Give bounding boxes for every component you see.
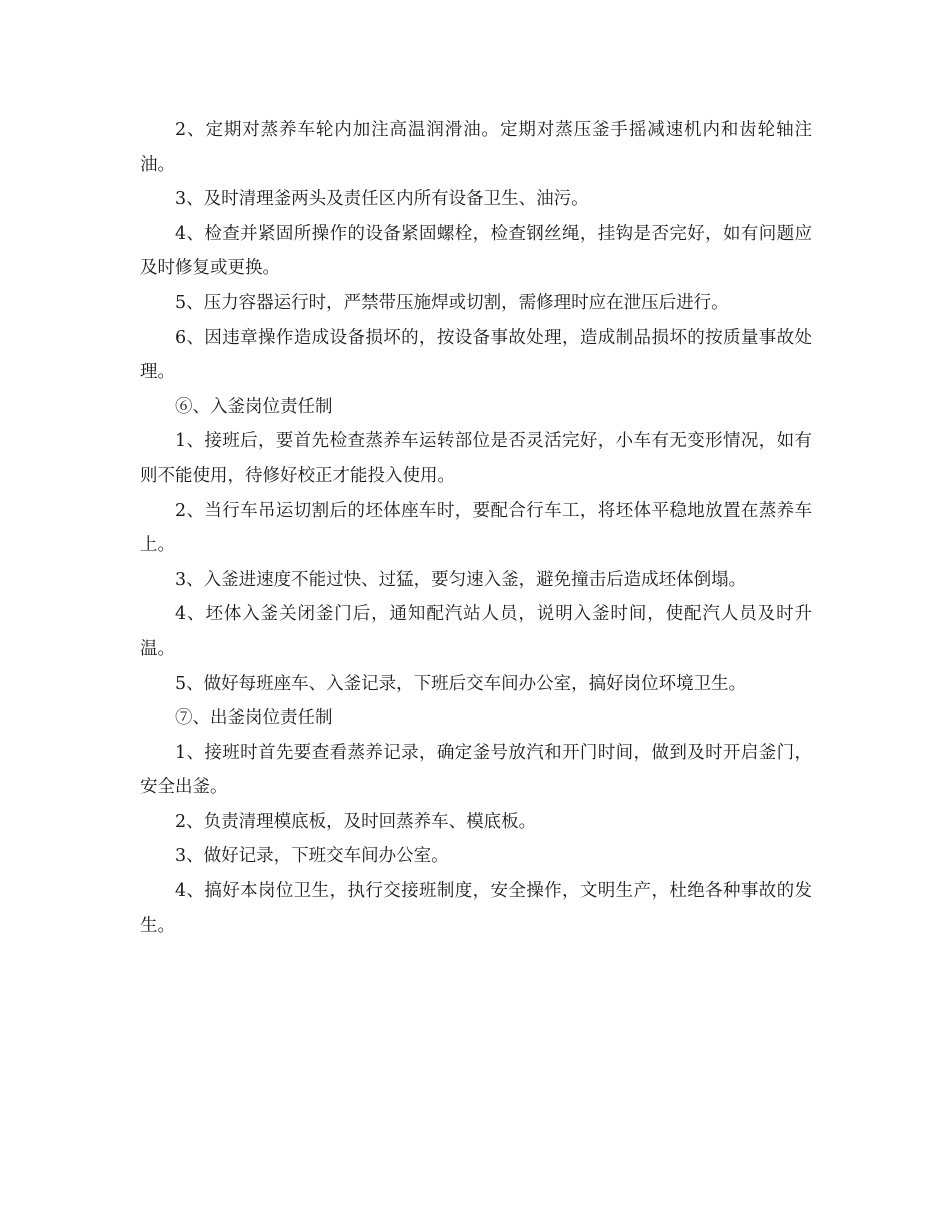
paragraph-maintenance-2: 2、定期对蒸养车轮内加注高温润滑油。定期对蒸压釜手摇减速机内和齿轮轴注油。 bbox=[140, 120, 812, 175]
paragraph-kiln-exit-2: 2、负责清理模底板，及时回蒸养车、模底板。 bbox=[175, 811, 537, 832]
document-body bbox=[140, 113, 812, 943]
paragraph-kiln-exit-3: 3、做好记录，下班交车间办公室。 bbox=[175, 846, 449, 867]
paragraph-kiln-entry-5: 5、做好每班座车、入釜记录，下班后交车间办公室，搞好岗位环境卫生。 bbox=[175, 673, 747, 694]
paragraph-kiln-entry-3: 3、入釜进速度不能过快、过猛，要匀速入釜，避免撞击后造成坯体倒塌。 bbox=[175, 569, 747, 590]
paragraph-maintenance-3: 3、及时清理釜两头及责任区内所有设备卫生、油污。 bbox=[175, 189, 589, 210]
paragraph-maintenance-5: 5、压力容器运行时，严禁带压施焊或切割，需修理时应在泄压后进行。 bbox=[175, 292, 729, 313]
paragraph-kiln-entry-4: 4、坯体入釜关闭釜门后，通知配汽站人员，说明入釜时间，使配汽人员及时升温。 bbox=[140, 604, 812, 659]
section-heading-kiln-exit: ⑦、出釜岗位责任制 bbox=[175, 708, 333, 729]
paragraph-kiln-exit-1: 1、接班时首先要查看蒸养记录，确定釜号放汽和开门时间，做到及时开启釜门，安全出釜。 bbox=[140, 742, 812, 798]
section-heading-kiln-entry: ⑥、入釜岗位责任制 bbox=[175, 396, 333, 417]
paragraph-kiln-entry-2: 2、当行车吊运切割后的坯体座车时，要配合行车工，将坯体平稳地放置在蒸养车上。 bbox=[140, 500, 812, 556]
paragraph-maintenance-6: 6、因违章操作造成设备损坏的，按设备事故处理，造成制品损坏的按质量事故处理。 bbox=[140, 327, 812, 383]
paragraph-maintenance-4: 4、检查并紧固所操作的设备紧固螺栓，检查钢丝绳，挂钩是否完好，如有问题应及时修复或更换。 bbox=[140, 223, 812, 279]
paragraph-kiln-entry-1: 1、接班后，要首先检查蒸养车运转部位是否灵活完好，小车有无变形情况，如有则不能使用，待修好校正才能投入使用。 bbox=[140, 431, 812, 486]
paragraph-kiln-exit-4: 4、搞好本岗位卫生，执行交接班制度，安全操作，文明生产，杜绝各种事故的发生。 bbox=[140, 881, 812, 936]
